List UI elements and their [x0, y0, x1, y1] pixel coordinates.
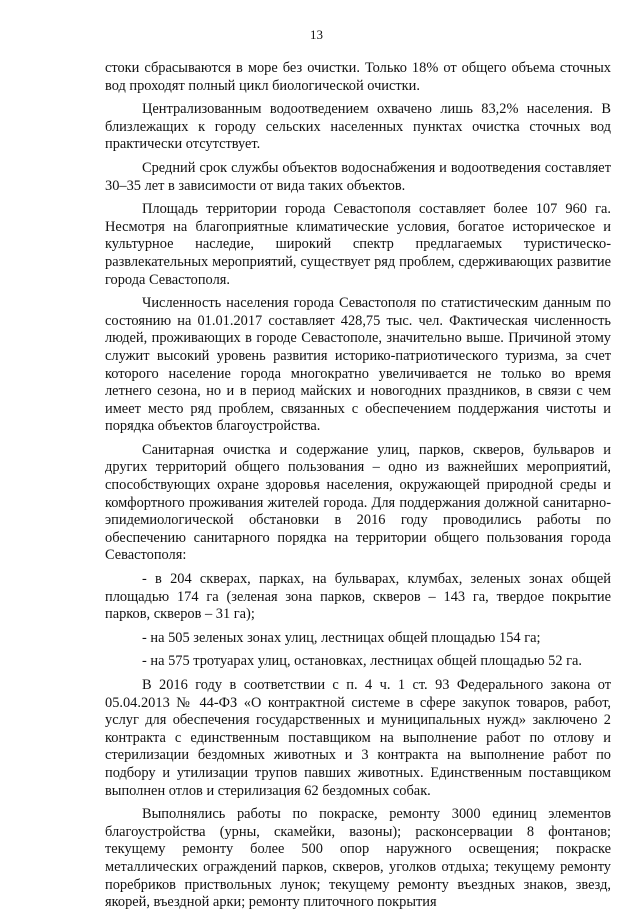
paragraph: Средний срок службы объектов водоснабжения и водоотведения составляет 30–35 лет в зависимости от вида таких объектов.: [105, 159, 611, 194]
paragraph: Численность населения города Севастополя по статистическим данным по состоянию на 01.01.2017 составляет 428,75 тыс. чел. Фактическая численность людей, проживающих в городе Севастополе, значительно выше. Причиной этому служит высокий уровень развития историко-патриотического туризма, за счет которого население города многократно увеличивается не только во время летнего сезона, но и в период майских и новогодних праздников, в связи с чем имеет место ряд проблем, связанных с обеспечением поддержания чистоты и порядка объектов благоустройства.: [105, 295, 611, 435]
page-number: 13: [310, 27, 323, 42]
paragraph: Площадь территории города Севастополя составляет более 107 960 га. Несмотря на благоприятные климатические условия, богатое историческое и культурное наследие, широкий спектр предлагаемых туристическо-развлекательных мероприятий, существует ряд проблем, сдерживающих развитие города Севастополя.: [105, 201, 611, 288]
list-item: - на 505 зеленых зонах улиц, лестницах общей площадью 154 га;: [142, 629, 541, 646]
paragraph: стоки сбрасываются в море без очистки. Только 18% от общего объема сточных вод проходят полный цикл биологической очистки.: [105, 60, 611, 94]
list-item: - в 204 скверах, парках, на бульварах, клумбах, зеленых зонах общей площадью 174 га (зеленая зона парков, скверов – 143 га, твердое покрытие парков, скверов – 31 га);: [105, 571, 611, 623]
list-item: - на 575 тротуарах улиц, остановках, лестницах общей площадью 52 га.: [142, 653, 582, 670]
paragraph: В 2016 году в соответствии с п. 4 ч. 1 ст. 93 Федерального закона от 05.04.2013 № 44-ФЗ «О контрактной системе в сфере закупок товаров, работ, услуг для обеспечения государственных и муниципальных нужд» заключено 2 контракта с единственным поставщиком на выполнение работ по отлову и стерилизации бездомных животных и 3 контракта на выполнение работ по подбору и утилизации трупов павших животных. Единственным поставщиком выполнен отлов и стерилизация 62 бездомных собак.: [105, 677, 611, 799]
paragraph: Санитарная очистка и содержание улиц, парков, скверов, бульваров и других территорий общего пользования – одно из важнейших мероприятий, способствующих охране здоровья населения, окружающей природной среды и комфортного проживания жителей города. Для поддержания должной санитарно-эпидемиологической обстановки в 2016 году проводились работы по обеспечению санитарного порядка на территории общего пользования города Севастополя:: [105, 441, 611, 564]
paragraph: Централизованным водоотведением охвачено лишь 83,2% населения. В близлежащих к городу сельских населенных пунктах очистка сточных вод практически отсутствует.: [105, 101, 611, 153]
document-body: [105, 60, 611, 912]
paragraph: Выполнялись работы по покраске, ремонту 3000 единиц элементов благоустройства (урны, скамейки, вазоны); расконсервации 8 фонтанов; текущему ремонту более 500 опор наружного освещения; покраске металлических ограждений парков, скверов, уголков отдыха; текущему ремонту поребриков приствольных лунок; текущему ремонту въездных знаков, звезд, якорей, въездной арки; ремонту плиточного покрытия: [105, 806, 611, 911]
